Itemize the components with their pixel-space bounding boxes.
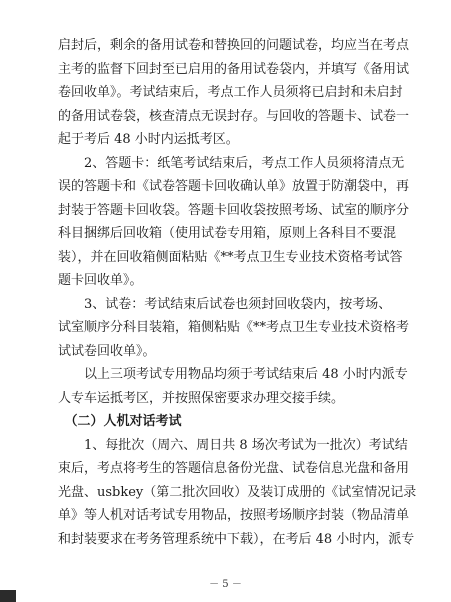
text-line: 试试卷回收单》。 bbox=[58, 343, 156, 359]
text-line: 束后，考点将考生的答题信息备份光盘、试卷信息光盘和备用 bbox=[58, 461, 410, 476]
text-line: （二）人机对话考试 bbox=[58, 414, 182, 429]
paragraph bbox=[58, 434, 417, 552]
paragraph bbox=[58, 363, 408, 410]
text-line: 以上三项考试专用物品均须于考试结束后 48 小时内派专 bbox=[58, 367, 408, 382]
text-line: 的备用试卷袋，核查清点无误封存。与回收的答题卡、试卷一 bbox=[58, 108, 410, 124]
text-line: 1、每批次（周六、周日共 8 场次考试为一批次）考试结 bbox=[58, 437, 408, 453]
text-line: 误的答题卡和《试卷答题卡回收确认单》放置于防潮袋中，再 bbox=[58, 179, 410, 194]
paragraph bbox=[58, 152, 410, 293]
text-line: 装），并在回收箱侧面粘贴《**考点卫生专业技术资格考试答 bbox=[58, 249, 403, 265]
text-line: 启封后，剩余的备用试卷和替换回的问题试卷，均应当在考点 bbox=[58, 38, 410, 53]
text-line: 起于考后 48 小时内运抵考区。 bbox=[58, 132, 239, 147]
text-line: 光盘、usbkey（第二批次回收）及装订成册的《试室情况记录 bbox=[58, 484, 417, 500]
text-line: 人专车运抵考区，并按照保密要求办理交接手续。 bbox=[58, 390, 345, 406]
text-line: 2、答题卡：纸笔考试结束后，考点工作人员须将清点无 bbox=[58, 155, 405, 171]
text-line: 单》等人机对话考试专用物品，按照考场顺序封装（物品清单 bbox=[58, 508, 410, 523]
corner-tag bbox=[0, 590, 16, 602]
section-heading bbox=[58, 410, 394, 434]
paragraph bbox=[58, 293, 410, 364]
paragraph bbox=[58, 34, 410, 152]
text-line: 3、试卷：考试结束后试卷也须封回收袋内，按考场、 bbox=[58, 296, 392, 312]
text-line: 试室顺序分科目装箱，箱侧粘贴《**考点卫生专业技术资格考 bbox=[58, 320, 410, 335]
page-number: － 5 － bbox=[209, 579, 242, 590]
text-line: 科目捆绑后回收箱（使用试卷专用箱，原则上各科目不要混 bbox=[58, 226, 397, 241]
text-line: 卷回收单》。考试结束后，考点工作人员须将已启封和未启封 bbox=[58, 85, 403, 100]
text-line: 封装于答题卡回收袋。答题卡回收袋按照考场、试室的顺序分 bbox=[58, 202, 410, 218]
text-line: 题卡回收单》。 bbox=[58, 273, 143, 288]
text-line: 和封装要求在考务管理系统中下载），在考后 48 小时内，派专 bbox=[58, 531, 415, 547]
text-line: 主考的监督下回封至已启用的备用试卷袋内，并填写《备用试 bbox=[58, 61, 410, 77]
